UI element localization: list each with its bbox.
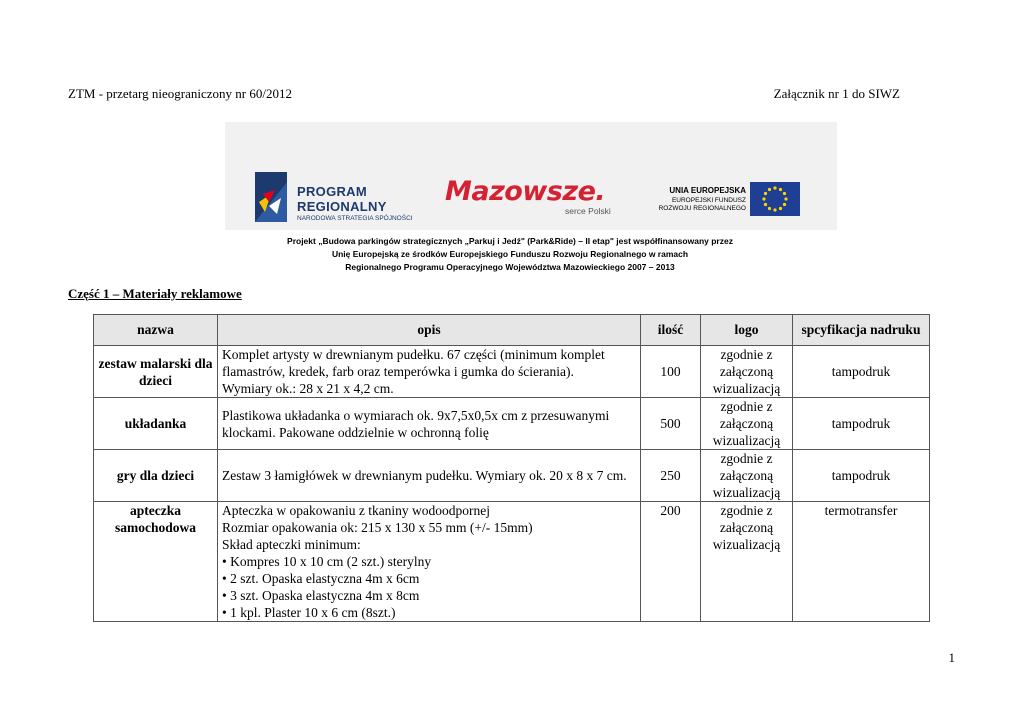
cell-quantity: 100 [641, 346, 701, 398]
project-line-3: Regionalnego Programu Operacyjnego Województwa Mazowieckiego 2007 – 2013 [345, 262, 675, 272]
header-logo: logo [701, 315, 793, 346]
cell-description [218, 450, 641, 502]
desc-line: • 2 szt. Opaska elastyczna 4m x 6cm [222, 571, 420, 586]
logo-banner [225, 122, 837, 230]
cell-description [218, 346, 641, 398]
table-row [94, 346, 930, 398]
mazowsze-tagline: serce Polski [565, 206, 611, 216]
cell-print-spec: tampodruk [793, 450, 930, 502]
project-line-2: Unię Europejską ze środków Europejskiego Funduszu Rozwoju Regionalnego w ramach [331, 249, 689, 259]
table-row [94, 450, 930, 502]
table-header-row [94, 315, 930, 346]
eu-fund-line1: EUROPEJSKI FUNDUSZ [671, 197, 746, 204]
header-name: nazwa [94, 315, 218, 346]
project-cofinancing-statement [180, 235, 840, 274]
cell-logo: zgodnie z załączoną wizualizacją [701, 398, 793, 450]
cell-name: apteczka samochodowa [94, 502, 218, 622]
cell-print-spec: termotransfer [793, 502, 930, 622]
cell-logo: zgodnie z załączoną wizualizacją [701, 502, 793, 622]
cell-quantity: 500 [641, 398, 701, 450]
cell-quantity: 200 [641, 502, 701, 622]
cell-description [218, 502, 641, 622]
section-title: Część 1 – Materiały reklamowe [68, 286, 242, 301]
program-regionalny-emblem-icon [255, 172, 287, 222]
header-tender-reference: ZTM - przetarg nieograniczony nr 60/2012 [68, 86, 292, 101]
program-regionalny-logo [255, 172, 425, 224]
program-regionalny-subtitle: NARODOWA STRATEGIA SPÓJNOŚCI [297, 215, 413, 222]
mazowsze-wordmark: Mazowsze. [445, 176, 606, 207]
cell-print-spec: tampodruk [793, 346, 930, 398]
cell-name: układanka [94, 398, 218, 450]
header-attachment-label: Załącznik nr 1 do SIWZ [773, 86, 900, 101]
desc-line: Komplet artysty w drewnianym pudełku. 67 części (minimum komplet flamastrów, kredek, farb oraz temperówka i gumka do ścierania). [222, 347, 605, 379]
table-row [94, 398, 930, 450]
desc-line: Plastikowa układanka o wymiarach ok. 9x7,5x0,5x cm z przesuwanymi klockami. Pakowane oddzielnie w ochronną folię [222, 407, 610, 440]
eu-logo [650, 182, 810, 222]
cell-description [218, 398, 641, 450]
cell-logo: zgodnie z załączoną wizualizacją [701, 346, 793, 398]
eu-flag-icon [750, 182, 800, 216]
program-regionalny-line1: PROGRAM [297, 184, 367, 199]
program-regionalny-line2: REGIONALNY [297, 199, 387, 214]
eu-title: UNIA EUROPEJSKA [669, 186, 746, 195]
eu-fund-line2: ROZWOJU REGIONALNEGO [658, 205, 746, 212]
desc-line: Rozmiar opakowania ok: 215 x 130 x 55 mm (+/- 15mm) [222, 520, 533, 535]
cell-name: zestaw malarski dla dzieci [94, 346, 218, 398]
header-print-spec: spcyfikacja nadruku [793, 315, 930, 346]
header-quantity: ilość [641, 315, 701, 346]
header-description: opis [218, 315, 641, 346]
cell-quantity: 250 [641, 450, 701, 502]
materials-table [93, 314, 930, 622]
table-row [94, 502, 930, 622]
desc-line: Skład apteczki minimum: [222, 537, 361, 552]
project-line-1: Projekt „Budowa parkingów strategicznych „Parkuj i Jedź" (Park&Ride) – II etap" jest współfinansowany przez [287, 236, 733, 246]
desc-line: • Kompres 10 x 10 cm (2 szt.) sterylny [222, 554, 432, 569]
cell-print-spec: tampodruk [793, 398, 930, 450]
desc-line: Wymiary ok.: 28 x 21 x 4,2 cm. [222, 381, 394, 396]
mazowsze-logo [445, 176, 635, 220]
page-number: 1 [948, 650, 955, 665]
desc-line: • 1 kpl. Plaster 10 x 6 cm (8szt.) [222, 605, 396, 620]
cell-logo: zgodnie z załączoną wizualizacją [701, 450, 793, 502]
desc-line: Zestaw 3 łamigłówek w drewnianym pudełku. Wymiary ok. 20 x 8 x 7 cm. [222, 468, 627, 483]
desc-line: Apteczka w opakowaniu z tkaniny wodoodpornej [222, 503, 491, 518]
cell-name: gry dla dzieci [94, 450, 218, 502]
desc-line: • 3 szt. Opaska elastyczna 4m x 8cm [222, 588, 420, 603]
